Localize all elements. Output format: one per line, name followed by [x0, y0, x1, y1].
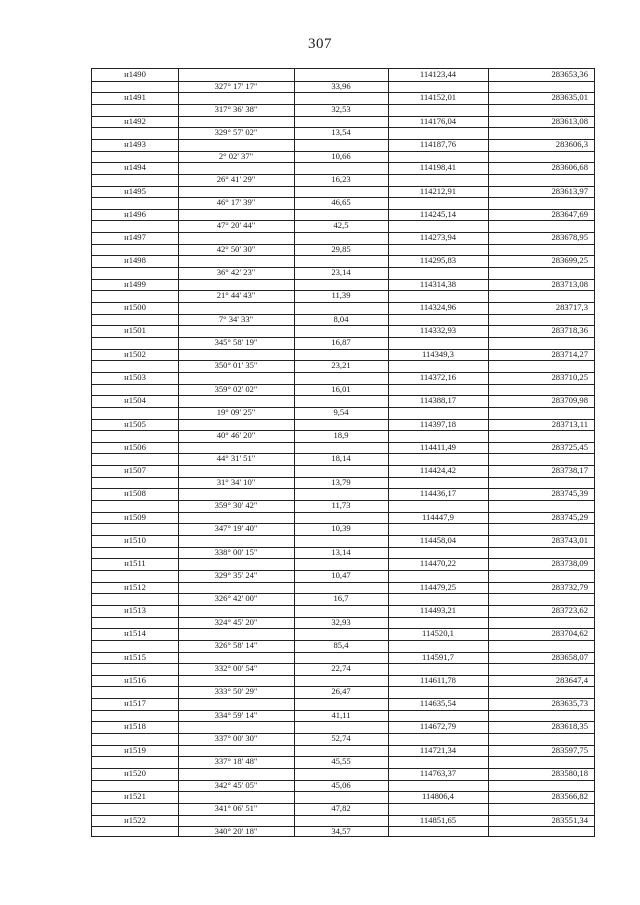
segment-angle: 333° 50' 29" — [214, 686, 258, 697]
segment-length: 11,73 — [331, 500, 351, 511]
point-row — [92, 186, 594, 198]
point-y-coordinate: 283699,25 — [551, 255, 588, 266]
coordinates-table — [91, 68, 595, 837]
segment-row — [92, 453, 594, 465]
segment-row — [92, 686, 594, 698]
point-y-coordinate: 283745,29 — [551, 511, 588, 522]
point-y-coordinate: 283713,11 — [551, 418, 588, 429]
point-x-coordinate: 114411,49 — [420, 441, 456, 452]
segment-angle: 359° 30' 42" — [214, 500, 258, 511]
point-x-coordinate: 114273,94 — [419, 232, 457, 243]
segment-angle: 44° 31' 51" — [216, 453, 256, 464]
segment-length: 13,79 — [331, 476, 351, 487]
point-row — [92, 652, 594, 664]
point-y-coordinate: 283597,75 — [551, 744, 588, 755]
segment-angle: 329° 57' 02" — [214, 127, 258, 138]
point-id: н1501 — [124, 325, 146, 336]
point-row — [92, 558, 594, 570]
point-id: н1506 — [124, 441, 146, 452]
point-id: н1496 — [124, 208, 146, 219]
point-x-coordinate: 114851,65 — [419, 814, 457, 825]
point-y-coordinate: 283613,08 — [551, 115, 588, 126]
point-x-coordinate: 114332,93 — [419, 325, 457, 336]
segment-length: 18,14 — [331, 453, 351, 464]
point-y-coordinate: 283714,27 — [551, 348, 588, 359]
segment-angle: 342° 45' 05" — [214, 779, 258, 790]
point-y-coordinate: 283618,35 — [551, 721, 588, 732]
point-y-coordinate: 283551,34 — [551, 814, 588, 825]
segment-length: 13,54 — [331, 127, 351, 138]
point-id: н1510 — [124, 535, 146, 545]
point-x-coordinate: 114324,96 — [419, 302, 457, 312]
point-y-coordinate: 283606,68 — [551, 162, 588, 173]
point-y-coordinate: 283732,79 — [551, 581, 588, 592]
segment-length: 8,04 — [333, 313, 349, 324]
segment-angle: 19° 09' 25" — [216, 406, 256, 417]
segment-angle: 47° 20' 44" — [216, 220, 256, 231]
segment-row — [92, 337, 594, 349]
point-row — [92, 582, 594, 594]
point-y-coordinate: 283658,07 — [551, 651, 588, 662]
point-y-coordinate: 283738,09 — [551, 558, 588, 569]
segment-row — [92, 756, 594, 768]
point-row — [92, 628, 594, 640]
segment-length: 47,82 — [331, 802, 351, 813]
segment-row — [92, 104, 594, 116]
point-y-coordinate: 283566,82 — [551, 791, 588, 802]
segment-row — [92, 593, 594, 605]
point-x-coordinate: 114397,18 — [419, 418, 457, 429]
point-y-coordinate: 283709,98 — [551, 395, 588, 406]
point-row — [92, 535, 594, 547]
segment-row — [92, 803, 594, 815]
point-row — [92, 419, 594, 431]
point-y-coordinate: 283678,95 — [551, 232, 588, 243]
point-row — [92, 745, 594, 757]
point-row — [92, 768, 594, 780]
point-row — [92, 395, 594, 407]
point-x-coordinate: 114198,41 — [419, 162, 457, 173]
segment-length: 46,65 — [331, 197, 351, 208]
segment-angle: 26° 41' 29" — [216, 173, 256, 184]
point-id: н1512 — [124, 581, 146, 592]
point-x-coordinate: 114672,79 — [419, 721, 457, 732]
point-row — [92, 325, 594, 337]
point-id: н1507 — [124, 465, 146, 476]
segment-row — [92, 197, 594, 209]
segment-angle: 317° 36' 38" — [214, 103, 258, 114]
segment-row — [92, 826, 594, 838]
segment-angle: 337° 18' 48" — [214, 756, 258, 767]
point-id: н1505 — [124, 418, 146, 429]
segment-length: 16,23 — [331, 173, 351, 184]
segment-row — [92, 477, 594, 489]
point-id: н1500 — [124, 302, 146, 312]
point-row — [92, 372, 594, 384]
point-x-coordinate: 114436,17 — [419, 488, 457, 499]
point-row — [92, 302, 594, 314]
point-row — [92, 116, 594, 128]
segment-angle: 345° 58' 19" — [214, 336, 258, 347]
point-x-coordinate: 114349,3 — [422, 348, 454, 359]
point-row — [92, 279, 594, 291]
segment-row — [92, 547, 594, 559]
segment-angle: 7° 34' 33" — [218, 313, 254, 324]
point-y-coordinate: 283717,3 — [555, 302, 588, 312]
point-row — [92, 232, 594, 244]
segment-angle: 327° 17' 17" — [214, 80, 258, 91]
point-x-coordinate: 114245,14 — [419, 208, 457, 219]
point-x-coordinate: 114212,91 — [419, 185, 457, 196]
segment-row — [92, 430, 594, 442]
segment-length: 22,74 — [331, 663, 351, 674]
segment-length: 32,93 — [331, 616, 351, 627]
point-id: н1519 — [124, 744, 146, 755]
segment-angle: 326° 58' 14" — [214, 639, 258, 650]
point-y-coordinate: 283718,36 — [551, 325, 588, 336]
point-row — [92, 465, 594, 477]
point-x-coordinate: 114152,01 — [419, 92, 457, 103]
point-id: н1493 — [124, 138, 146, 149]
segment-length: 13,14 — [331, 546, 351, 557]
point-y-coordinate: 283704,62 — [551, 628, 588, 639]
point-id: н1509 — [124, 511, 146, 522]
point-x-coordinate: 114447,9 — [422, 511, 454, 522]
point-y-coordinate: 283653,36 — [551, 69, 588, 79]
segment-length: 34,57 — [331, 826, 351, 837]
point-x-coordinate: 114458,04 — [419, 535, 457, 545]
segment-angle: 326° 42' 00" — [214, 593, 258, 604]
point-id: н1518 — [124, 721, 146, 732]
point-row — [92, 675, 594, 687]
point-y-coordinate: 283580,18 — [551, 768, 588, 778]
point-x-coordinate: 114493,21 — [419, 604, 457, 615]
point-id: н1522 — [124, 814, 146, 825]
point-row — [92, 139, 594, 151]
point-y-coordinate: 283710,25 — [551, 371, 588, 382]
point-y-coordinate: 283743,01 — [551, 535, 588, 545]
point-x-coordinate: 114424,42 — [419, 465, 457, 476]
segment-length: 10,47 — [331, 569, 351, 580]
point-x-coordinate: 114635,54 — [419, 698, 457, 709]
segment-length: 26,47 — [331, 686, 351, 697]
segment-angle: 46° 17' 39" — [216, 197, 256, 208]
point-id: н1516 — [124, 674, 146, 685]
point-x-coordinate: 114611,78 — [420, 674, 456, 685]
point-y-coordinate: 283713,08 — [551, 278, 588, 289]
segment-angle: 337° 00' 30" — [214, 733, 258, 744]
segment-row — [92, 407, 594, 419]
point-id: н1515 — [124, 651, 146, 662]
segment-angle: 2° 02' 37" — [218, 150, 254, 161]
segment-row — [92, 127, 594, 139]
segment-length: 85,4 — [333, 639, 349, 650]
point-row — [92, 349, 594, 361]
segment-length: 18,9 — [333, 430, 349, 441]
point-row — [92, 162, 594, 174]
segment-length: 29,85 — [331, 243, 351, 254]
point-x-coordinate: 114721,34 — [419, 744, 457, 755]
point-id: н1495 — [124, 185, 146, 196]
point-y-coordinate: 283635,73 — [551, 698, 588, 709]
point-x-coordinate: 114591,7 — [422, 651, 454, 662]
point-row — [92, 255, 594, 267]
point-x-coordinate: 114372,16 — [419, 371, 457, 382]
segment-row — [92, 244, 594, 256]
point-id: н1511 — [124, 558, 146, 569]
segment-length: 23,14 — [331, 267, 351, 278]
segment-length: 45,06 — [331, 779, 351, 790]
segment-row — [92, 384, 594, 396]
point-row — [92, 791, 594, 803]
point-row — [92, 488, 594, 500]
point-id: н1503 — [124, 371, 146, 382]
point-id: н1502 — [124, 348, 146, 359]
segment-angle: 347° 19' 40" — [214, 523, 258, 534]
point-x-coordinate: 114314,38 — [419, 278, 457, 289]
point-x-coordinate: 114806,4 — [422, 791, 454, 802]
point-id: н1517 — [124, 698, 146, 709]
segment-angle: 40° 46' 20" — [216, 430, 256, 441]
point-id: н1498 — [124, 255, 146, 266]
segment-length: 11,39 — [331, 290, 351, 301]
segment-angle: 329° 35' 24" — [214, 569, 258, 580]
point-id: н1491 — [124, 92, 146, 103]
segment-length: 41,11 — [331, 709, 351, 720]
segment-length: 16,87 — [331, 336, 351, 347]
point-id: н1494 — [124, 162, 146, 173]
point-id: н1490 — [124, 69, 146, 79]
segment-length: 23,21 — [331, 360, 351, 371]
point-x-coordinate: 114520,1 — [422, 628, 454, 639]
point-id: н1520 — [124, 768, 146, 778]
segment-angle: 324° 45' 20" — [214, 616, 258, 627]
segment-angle: 332° 00' 54" — [214, 663, 258, 674]
point-id: н1497 — [124, 232, 146, 243]
segment-row — [92, 174, 594, 186]
point-x-coordinate: 114388,17 — [419, 395, 457, 406]
segment-length: 33,96 — [331, 80, 351, 91]
segment-row — [92, 733, 594, 745]
segment-angle: 338° 00' 15" — [214, 546, 258, 557]
segment-row — [92, 220, 594, 232]
segment-row — [92, 617, 594, 629]
point-row — [92, 815, 594, 827]
point-id: н1492 — [124, 115, 146, 126]
segment-angle: 341° 06' 51" — [214, 802, 258, 813]
segment-row — [92, 360, 594, 372]
point-y-coordinate: 283723,62 — [551, 604, 588, 615]
segment-length: 42,5 — [333, 220, 349, 231]
segment-length: 10,66 — [331, 150, 351, 161]
point-row — [92, 605, 594, 617]
point-y-coordinate: 283738,17 — [551, 465, 588, 476]
segment-row — [92, 267, 594, 279]
point-row — [92, 512, 594, 524]
segment-row — [92, 500, 594, 512]
segment-length: 10,39 — [331, 523, 351, 534]
segment-row — [92, 314, 594, 326]
point-row — [92, 69, 594, 81]
point-x-coordinate: 114295,83 — [419, 255, 457, 266]
segment-angle: 31° 34' 10" — [216, 476, 256, 487]
segment-row — [92, 81, 594, 93]
point-row — [92, 209, 594, 221]
point-y-coordinate: 283725,45 — [551, 441, 588, 452]
point-id: н1513 — [124, 604, 146, 615]
segment-angle: 42° 50' 30" — [216, 243, 256, 254]
point-id: н1508 — [124, 488, 146, 499]
segment-row — [92, 151, 594, 163]
segment-length: 52,74 — [331, 733, 351, 744]
point-x-coordinate: 114187,76 — [419, 138, 457, 149]
point-x-coordinate: 114479,25 — [419, 581, 457, 592]
segment-angle: 36° 42' 23" — [216, 267, 256, 278]
point-y-coordinate: 283613,97 — [551, 185, 588, 196]
segment-length: 16,01 — [331, 383, 351, 394]
point-x-coordinate: 114123,44 — [419, 69, 457, 79]
segment-row — [92, 290, 594, 302]
point-row — [92, 698, 594, 710]
point-x-coordinate: 114470,22 — [419, 558, 457, 569]
segment-length: 16,7 — [333, 593, 349, 604]
segment-length: 9,54 — [333, 406, 349, 417]
segment-angle: 350° 01' 35" — [214, 360, 258, 371]
segment-row — [92, 710, 594, 722]
point-row — [92, 92, 594, 104]
segment-row — [92, 780, 594, 792]
point-id: н1514 — [124, 628, 146, 639]
segment-row — [92, 663, 594, 675]
point-y-coordinate: 283745,39 — [551, 488, 588, 499]
page-number: 307 — [308, 36, 332, 52]
segment-angle: 334° 59' 14" — [214, 709, 258, 720]
segment-row — [92, 640, 594, 652]
segment-angle: 340° 20' 18" — [214, 826, 258, 837]
point-id: н1499 — [124, 278, 146, 289]
point-x-coordinate: 114176,04 — [419, 115, 457, 126]
segment-row — [92, 523, 594, 535]
point-y-coordinate: 283647,69 — [551, 208, 588, 219]
segment-length: 32,53 — [331, 103, 351, 114]
segment-angle: 359° 02' 02" — [214, 383, 258, 394]
point-x-coordinate: 114763,37 — [419, 768, 457, 778]
point-y-coordinate: 283635,01 — [551, 92, 588, 103]
segment-angle: 21° 44' 43" — [216, 290, 256, 301]
point-row — [92, 721, 594, 733]
segment-length: 45,55 — [331, 756, 351, 767]
point-id: н1521 — [124, 791, 146, 802]
point-y-coordinate: 283647,4 — [555, 674, 588, 685]
segment-row — [92, 570, 594, 582]
point-y-coordinate: 283606,3 — [555, 138, 588, 149]
point-id: н1504 — [124, 395, 146, 406]
point-row — [92, 442, 594, 454]
